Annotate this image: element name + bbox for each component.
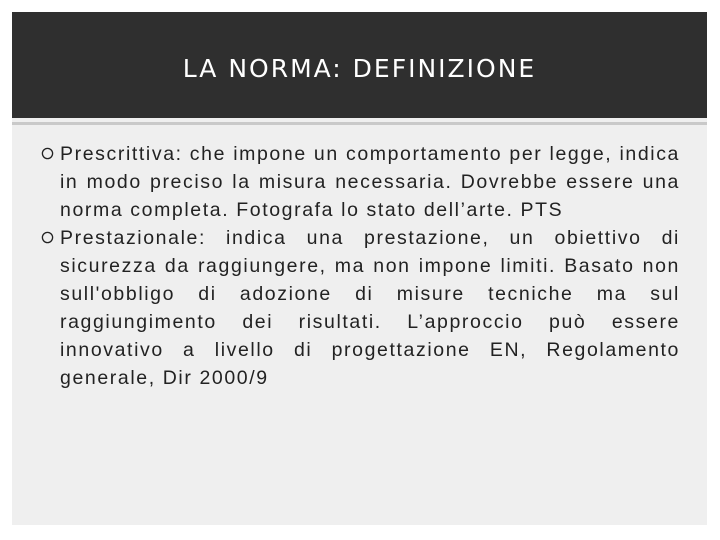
bullet-list [60, 140, 680, 392]
slide [12, 12, 707, 525]
title-bar [12, 12, 707, 118]
slide-title: LA NORMA: DEFINIZIONE [182, 54, 537, 83]
title-divider [12, 122, 707, 125]
bullet-text: Prestazionale: indica una prestazione, un obiettivo di sicurezza da raggiungere, ma non impone limiti. Basato non sull'obbligo di adozione di misure tecniche ma sul raggiungimento dei risultati. L’approccio può essere innovativo a livello di progettazione EN, Regolamento generale, Dir 2000/9 [60, 227, 680, 389]
bullet-text: Prescrittiva: che impone un comportamento per legge, indica in modo preciso la misura necessaria. Dovrebbe essere una norma completa. Fotografa lo stato dell’arte. PTS [60, 143, 680, 221]
hollow-circle-bullet-icon [41, 231, 54, 244]
bullet-item-prestazionale [60, 224, 680, 392]
hollow-circle-bullet-icon [41, 147, 54, 160]
bullet-item-prescrittiva [60, 140, 680, 224]
